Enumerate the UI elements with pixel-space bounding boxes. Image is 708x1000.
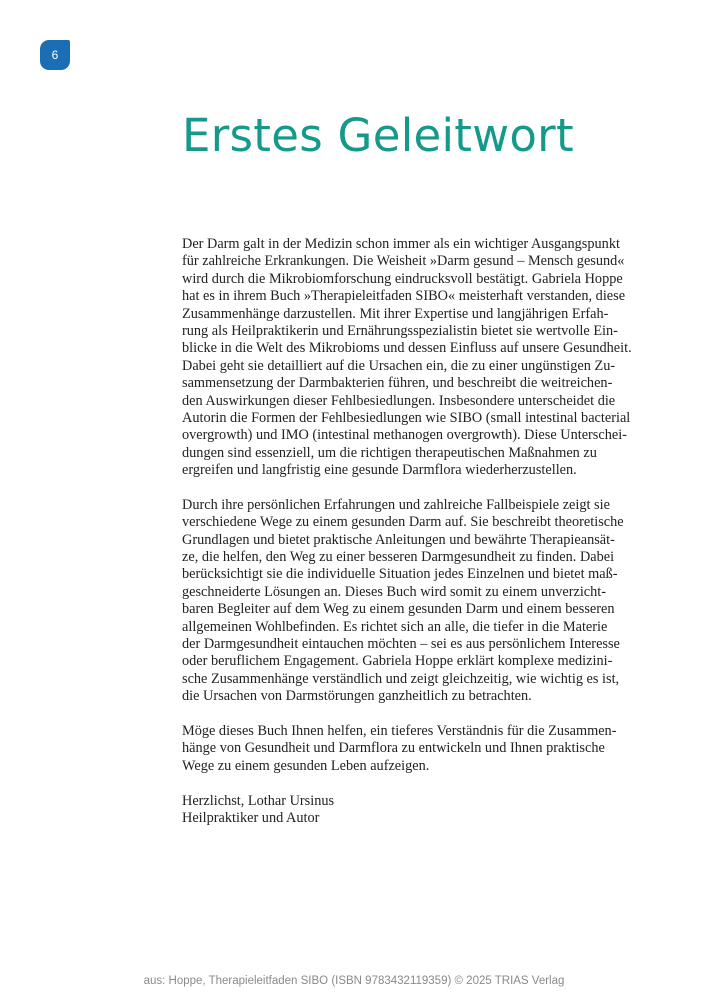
text-line: baren Begleiter auf dem Weg zu einem gesunden Darm und einem besseren <box>182 601 615 618</box>
paragraph <box>182 236 652 479</box>
page-title: Erstes Geleitwort <box>182 109 574 162</box>
page-number: 6 <box>51 48 59 62</box>
text-line: allgemeinen Wohlbefinden. Es richtet sich an alle, die tiefer in die Materie <box>182 618 608 635</box>
text-line: dungen sind essenziell, um die richtigen therapeutischen Maßnahmen zu <box>182 444 597 461</box>
paragraph <box>182 723 652 775</box>
text-line: hat es in ihrem Buch »Therapieleitfaden SIBO« meisterhaft verstanden, diese <box>182 288 626 305</box>
text-line: overgrowth) und IMO (intestinal methanogen overgrowth). Diese Unterschei- <box>182 427 627 444</box>
text-line: rung als Heilpraktikerin und Ernährungsspezialistin bietet sie wertvolle Ein- <box>182 322 618 339</box>
text-line: geschneiderte Lösungen an. Dieses Buch wird somit zu einem unverzicht- <box>182 583 607 600</box>
text-line: ergreifen und langfristig eine gesunde Darmflora wiederherzustellen. <box>182 462 577 479</box>
text-line: die Ursachen von Darmstörungen ganzheitlich zu betrachten. <box>182 688 532 705</box>
text-line: blicke in die Welt des Mikrobioms und dessen Einfluss auf unsere Gesundheit. <box>182 340 632 357</box>
text-line: Wege zu einem gesunden Leben aufzeigen. <box>182 757 430 774</box>
text-line: Möge dieses Buch Ihnen helfen, ein tieferes Verständnis für die Zusammen- <box>182 722 617 739</box>
text-line: Zusammenhänge darzustellen. Mit ihrer Expertise und langjährigen Erfah- <box>182 305 609 322</box>
paragraph <box>182 497 652 706</box>
text-line: sche Zusammenhänge verständlich und zeigt gleichzeitig, wie wichtig es ist, <box>182 670 620 687</box>
foreword-body <box>182 236 652 827</box>
text-line: berücksichtigt sie die individuelle Situation jedes Einzelnen und bietet maß- <box>182 566 618 583</box>
text-line: für zahlreiche Erkrankungen. Die Weisheit »Darm gesund – Mensch gesund« <box>182 253 625 270</box>
signature <box>182 793 652 828</box>
text-line: sammensetzung der Darmbakterien führen, und beschreibt die weitreichen- <box>182 375 613 392</box>
text-line: verschiedene Wege zu einem gesunden Darm auf. Sie beschreibt theoretische <box>182 514 624 531</box>
text-line: der Darmgesundheit eintauchen möchten – sei es aus persönlichem Interesse <box>182 635 620 652</box>
signature-role: Heilpraktiker und Autor <box>182 809 320 826</box>
text-line: Dabei geht sie detailliert auf die Ursachen ein, die zu einer ungünstigen Zu- <box>182 357 616 374</box>
signature-greeting: Herzlichst, Lothar Ursinus <box>182 792 335 809</box>
source-footer: aus: Hoppe, Therapieleitfaden SIBO (ISBN 9783432119359) © 2025 TRIAS Verlag <box>143 975 565 987</box>
page-number-badge <box>40 40 70 70</box>
text-line: Durch ihre persönlichen Erfahrungen und zahlreiche Fallbeispiele zeigt sie <box>182 496 610 513</box>
text-line: hänge von Gesundheit und Darmflora zu entwickeln und Ihnen praktische <box>182 740 605 757</box>
text-line: wird durch die Mikrobiomforschung eindrucksvoll bestätigt. Gabriela Hoppe <box>182 270 623 287</box>
text-line: ze, die helfen, den Weg zu einer besseren Darmgesundheit zu finden. Dabei <box>182 549 615 566</box>
text-line: Grundlagen und bietet praktische Anleitungen und bewährte Therapieansät- <box>182 531 615 548</box>
text-line: den Auswirkungen dieser Fehlbesiedlungen. Insbesondere unterscheidet die <box>182 392 616 409</box>
text-line: Der Darm galt in der Medizin schon immer als ein wichtiger Ausgangspunkt <box>182 236 620 252</box>
text-line: Autorin die Formen der Fehlbesiedlungen wie SIBO (small intestinal bacterial <box>182 409 631 426</box>
text-line: oder beruflichem Engagement. Gabriela Hoppe erklärt komplexe medizini- <box>182 653 613 670</box>
